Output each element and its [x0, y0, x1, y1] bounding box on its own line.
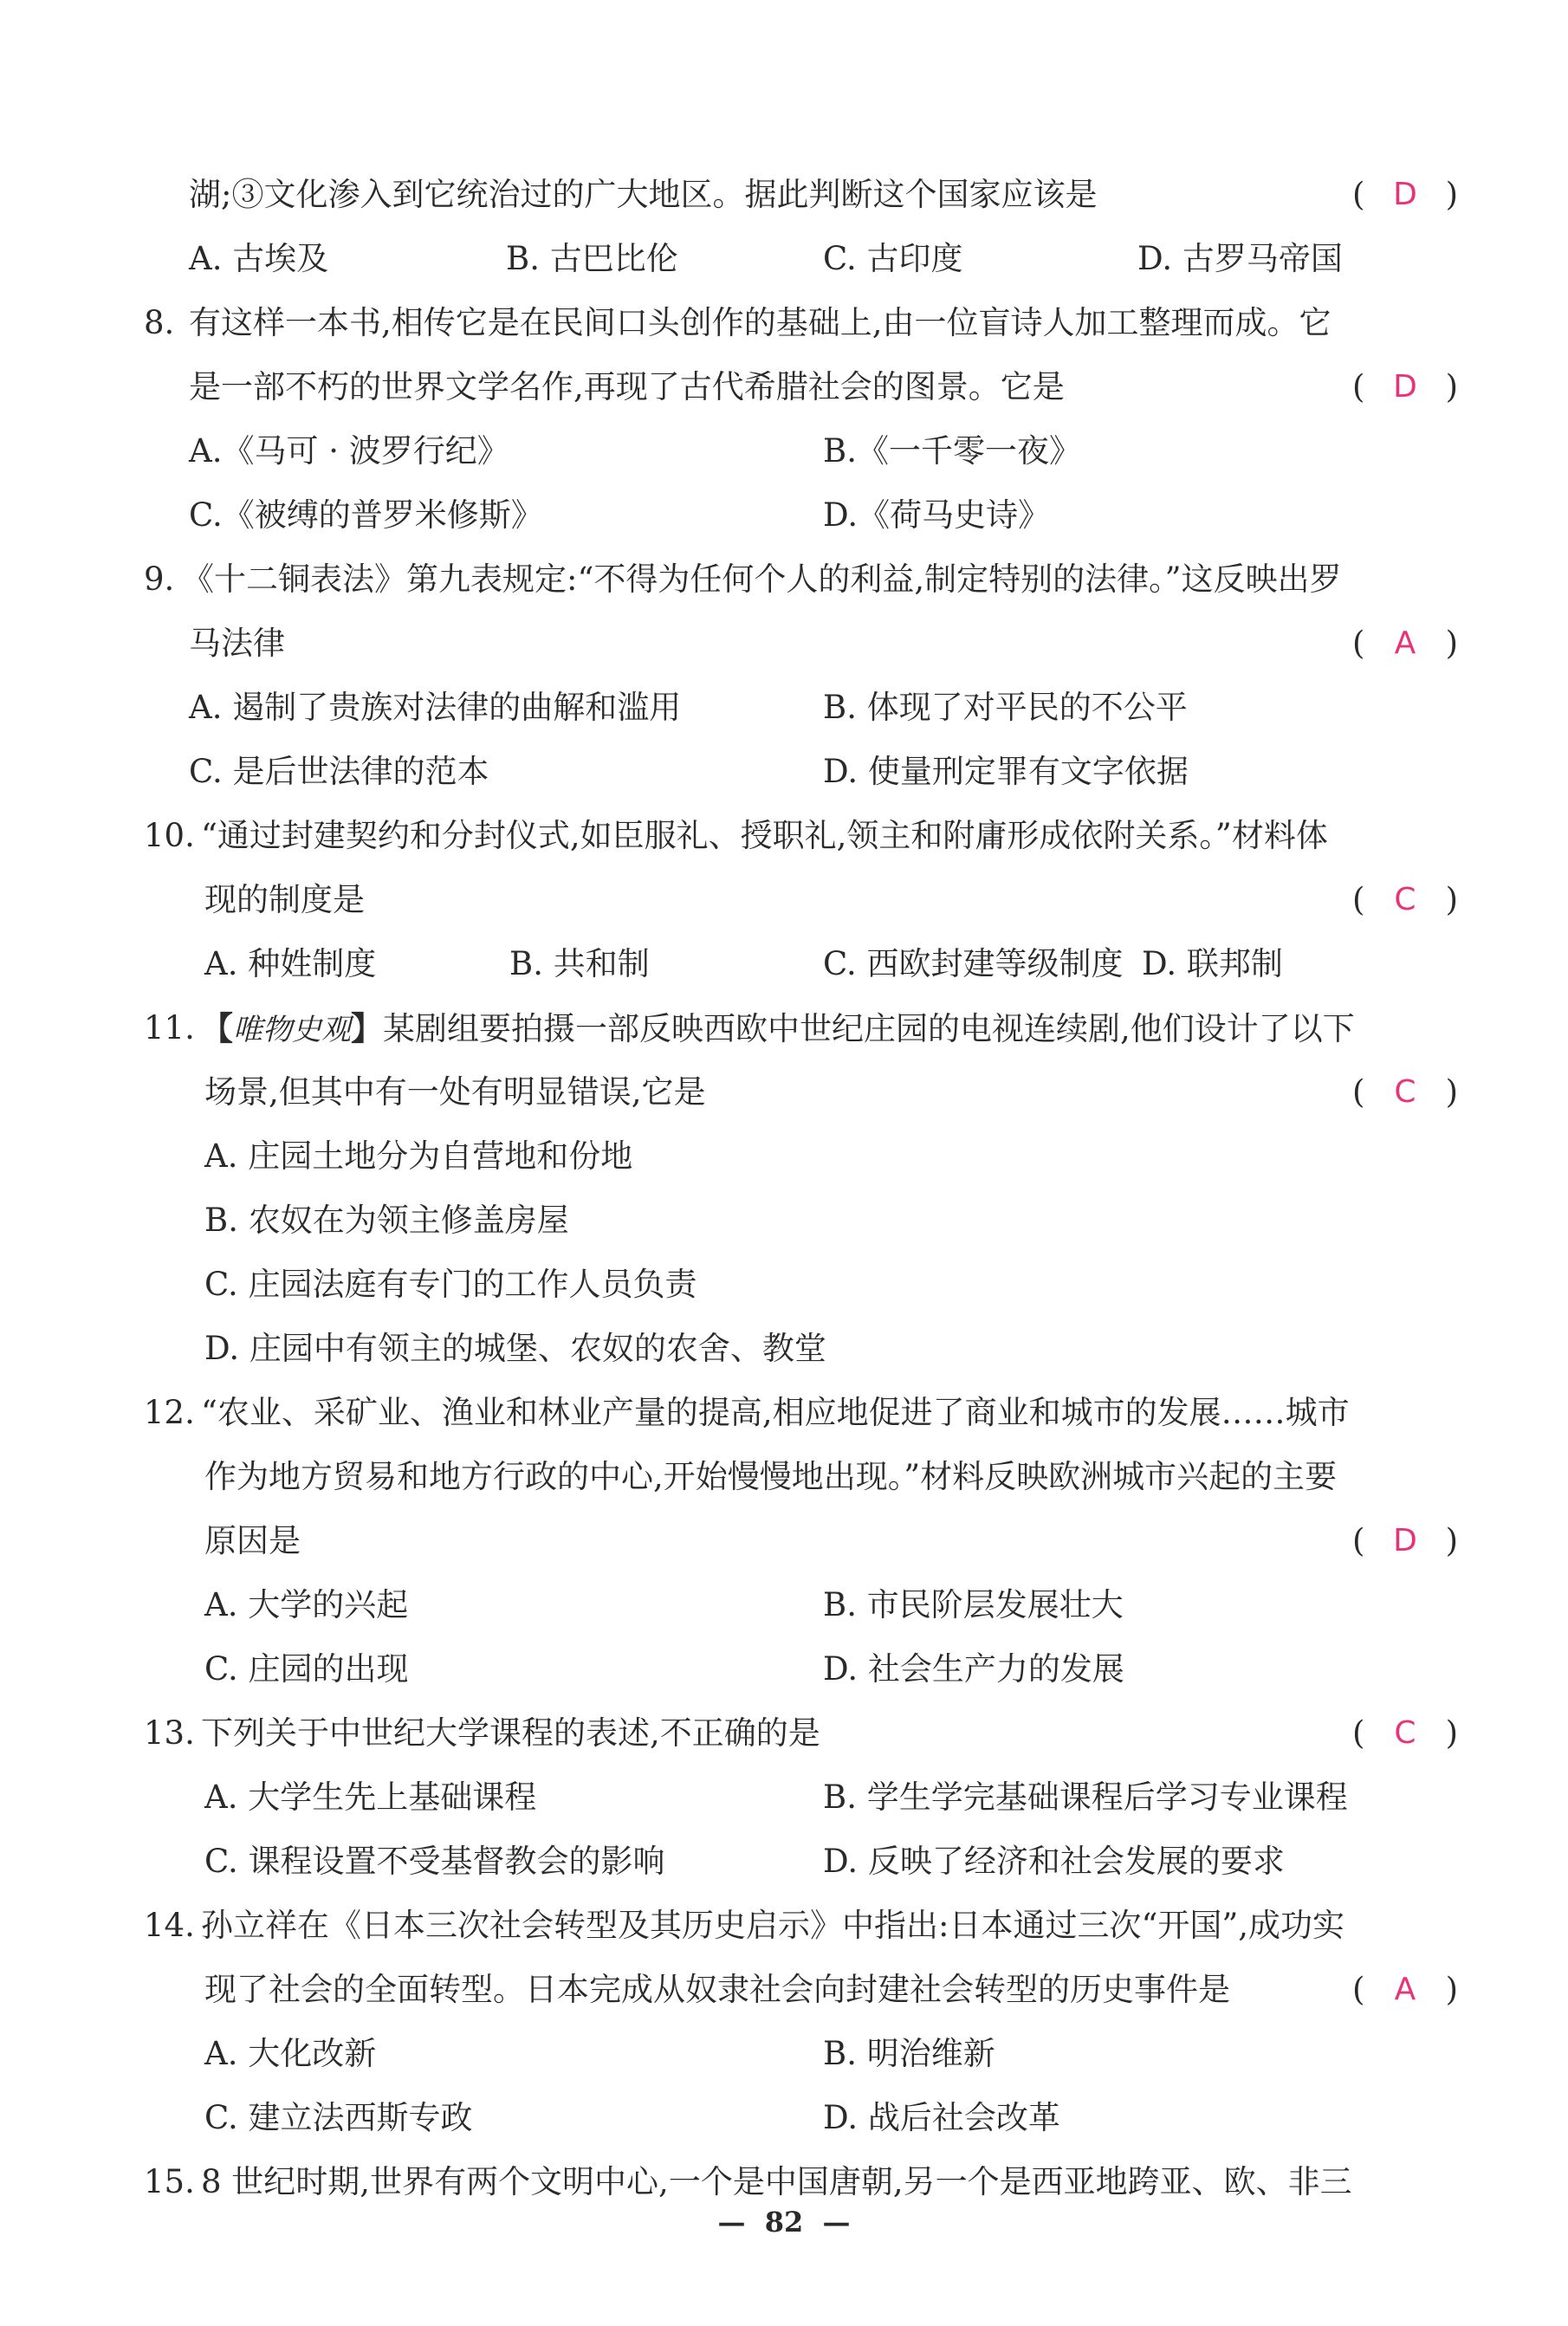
q10-stem-text-2: 现的制度是	[204, 881, 365, 918]
q12-option-c: C. 庄园的出现	[204, 1650, 409, 1688]
q9-option-b: B. 体现了对平民的不公平	[823, 689, 1188, 726]
q12-stem-text-2: 作为地方贸易和地方行政的中心,开始慢慢地出现。”材料反映欧洲城市兴起的主要	[204, 1458, 1338, 1495]
q11-stem-text-1: 【唯物史观】某剧组要拍摄一部反映西欧中世纪庄园的电视连续剧,他们设计了以下	[201, 1009, 1355, 1047]
q7-stem-line: 湖;③文化渗入到它统治过的广大地区。据此判断这个国家应该是 ( D )	[0, 169, 1568, 221]
q12-stem-line-1	[0, 1387, 1568, 1439]
q14-option-b: B. 明治维新	[823, 2035, 995, 2072]
q12-stem-text-3: 原因是	[204, 1522, 301, 1559]
q12-option-b: B. 市民阶层发展壮大	[823, 1586, 1124, 1623]
q10-option-d: D. 联邦制	[1142, 945, 1283, 982]
q8-number: 8.	[144, 304, 175, 341]
q9-option-c: C. 是后世法律的范本	[189, 753, 489, 790]
q14-option-c: C. 建立法西斯专政	[204, 2099, 473, 2136]
topic-tag: 唯物史观	[233, 1013, 351, 1047]
q8-stem-text-1: 有这样一本书,相传它是在民间口头创作的基础上,由一位盲诗人加工整理而成。它	[189, 304, 1332, 341]
q12-stem-line-2	[0, 1451, 1568, 1503]
q12-option-d: D. 社会生产力的发展	[823, 1650, 1124, 1688]
q9-number: 9.	[144, 560, 175, 598]
q8-option-b: B.《一千零一夜》	[823, 432, 1081, 470]
q12-number: 12.	[144, 1394, 195, 1431]
q8-stem-line-1	[0, 297, 1568, 349]
q11-stem-text-2: 场景,但其中有一处有明显错误,它是	[204, 1073, 706, 1111]
q8-option-a: A.《马可 · 波罗行纪》	[189, 432, 509, 470]
q14-options-row-1	[0, 2028, 1568, 2080]
q9-stem-line-2: 马法律 ( A )	[0, 618, 1568, 670]
answer-letter: D	[1393, 177, 1417, 212]
answer-letter: D	[1393, 369, 1417, 405]
q8-option-d: D.《荷马史诗》	[823, 496, 1051, 534]
q14-stem-line-1	[0, 1900, 1568, 1952]
q12-stem-line-3: 原因是 ( D )	[0, 1515, 1568, 1567]
q14-option-d: D. 战后社会改革	[823, 2099, 1060, 2136]
q8-option-c: C.《被缚的普罗米修斯》	[189, 496, 543, 534]
q14-stem-text-1: 孙立祥在《日本三次社会转型及其历史启示》中指出:日本通过三次“开国”,成功实	[201, 1907, 1345, 1944]
q7-option-d: D. 古罗马帝国	[1137, 240, 1343, 277]
q12-options-row-1	[0, 1579, 1568, 1631]
q12-stem-text-1: “农业、采矿业、渔业和林业产量的提高,相应地促进了商业和城市的发展……城市	[201, 1394, 1350, 1431]
q11-option-d-line	[0, 1323, 1568, 1375]
q13-option-c: C. 课程设置不受基督教会的影响	[204, 1843, 665, 1880]
q11-number: 11.	[144, 1009, 195, 1046]
page-number: 82	[764, 2206, 804, 2239]
q10-option-c: C. 西欧封建等级制度	[823, 945, 1124, 982]
q14-stem-line-2: 现了社会的全面转型。日本完成从奴隶社会向封建社会转型的历史事件是 ( A )	[0, 1964, 1568, 2016]
answer-letter: C	[1394, 882, 1416, 917]
q9-option-a: A. 遏制了贵族对法律的曲解和滥用	[189, 689, 682, 726]
q11-option-a: A. 庄园土地分为自营地和份地	[204, 1137, 633, 1175]
q13-stem-line-1: 13. 下列关于中世纪大学课程的表述,不正确的是 ( C )	[0, 1707, 1568, 1759]
q11-option-c: C. 庄园法庭有专门的工作人员负责	[204, 1266, 697, 1303]
q11-option-d: D. 庄园中有领主的城堡、农奴的农舍、教堂	[204, 1330, 826, 1367]
q13-stem-text-1: 下列关于中世纪大学课程的表述,不正确的是	[201, 1714, 820, 1752]
q12-option-a: A. 大学的兴起	[204, 1586, 409, 1623]
q9-stem-text-2: 马法律	[189, 625, 285, 662]
q12-options-row-2	[0, 1643, 1568, 1695]
q7-stem-text: 湖;③文化渗入到它统治过的广大地区。据此判断这个国家应该是	[189, 176, 1098, 213]
q7-option-a: A. 古埃及	[189, 240, 329, 277]
footer-dash-right: —	[803, 2206, 851, 2239]
q14-option-a: A. 大化改新	[204, 2035, 377, 2072]
q7-option-b: B. 古巴比伦	[506, 240, 678, 277]
footer-dash-left: —	[717, 2206, 765, 2239]
q9-option-d: D. 使量刑定罪有文字依据	[823, 753, 1189, 790]
q8-stem-text-2: 是一部不朽的世界文学名作,再现了古代希腊社会的图景。它是	[189, 368, 1065, 405]
q13-option-a: A. 大学生先上基础课程	[204, 1779, 537, 1816]
page-footer	[0, 2200, 1568, 2244]
q8-options-row-1	[0, 425, 1568, 477]
q10-number: 10.	[144, 817, 195, 854]
q10-stem-line-2: 现的制度是 ( C )	[0, 874, 1568, 926]
q11-option-b-line	[0, 1195, 1568, 1247]
answer-letter: C	[1394, 1715, 1416, 1751]
q9-options-row-2	[0, 746, 1568, 798]
q11-option-c-line	[0, 1259, 1568, 1311]
q13-number: 13.	[144, 1714, 195, 1752]
q10-stem-text-1: “通过封建契约和分封仪式,如臣服礼、授职礼,领主和附庸形成依附关系。”材料体	[201, 817, 1328, 854]
q8-options-row-2	[0, 489, 1568, 541]
q11-stem-line-2: 场景,但其中有一处有明显错误,它是 ( C )	[0, 1066, 1568, 1118]
q7-option-c: C. 古印度	[823, 240, 963, 277]
q9-stem-text-1: 《十二铜表法》第九表规定:“不得为任何个人的利益,制定特别的法律。”这反映出罗	[182, 560, 1342, 598]
answer-letter: A	[1394, 1972, 1416, 2007]
q9-options-row-1	[0, 682, 1568, 734]
q14-number: 14.	[144, 1907, 195, 1944]
q11-stem-line-1	[0, 1002, 1568, 1054]
q11-option-a-line	[0, 1131, 1568, 1182]
q8-stem-line-2: 是一部不朽的世界文学名作,再现了古代希腊社会的图景。它是 ( D )	[0, 361, 1568, 413]
answer-letter: A	[1394, 625, 1416, 661]
q7-options	[0, 233, 1568, 285]
q15-stem-text-1: 8 世纪时期,世界有两个文明中心,一个是中国唐朝,另一个是西亚地跨亚、欧、非三	[201, 2163, 1352, 2200]
q13-option-b: B. 学生学完基础课程后学习专业课程	[823, 1779, 1348, 1816]
q13-options-row-1	[0, 1772, 1568, 1824]
q13-option-d: D. 反映了经济和社会发展的要求	[823, 1843, 1285, 1880]
q13-options-row-2	[0, 1836, 1568, 1888]
q9-stem-line-1	[0, 554, 1568, 606]
q14-options-row-2	[0, 2092, 1568, 2144]
q11-option-b: B. 农奴在为领主修盖房屋	[204, 1202, 569, 1239]
q10-option-a: A. 种姓制度	[204, 945, 377, 982]
answer-letter: C	[1394, 1074, 1416, 1110]
q10-options	[0, 938, 1568, 990]
q14-stem-text-2: 现了社会的全面转型。日本完成从奴隶社会向封建社会转型的历史事件是	[204, 1971, 1230, 2008]
q10-option-b: B. 共和制	[509, 945, 650, 982]
q10-stem-line-1	[0, 810, 1568, 862]
answer-letter: D	[1393, 1523, 1417, 1558]
q15-number: 15.	[144, 2163, 195, 2200]
